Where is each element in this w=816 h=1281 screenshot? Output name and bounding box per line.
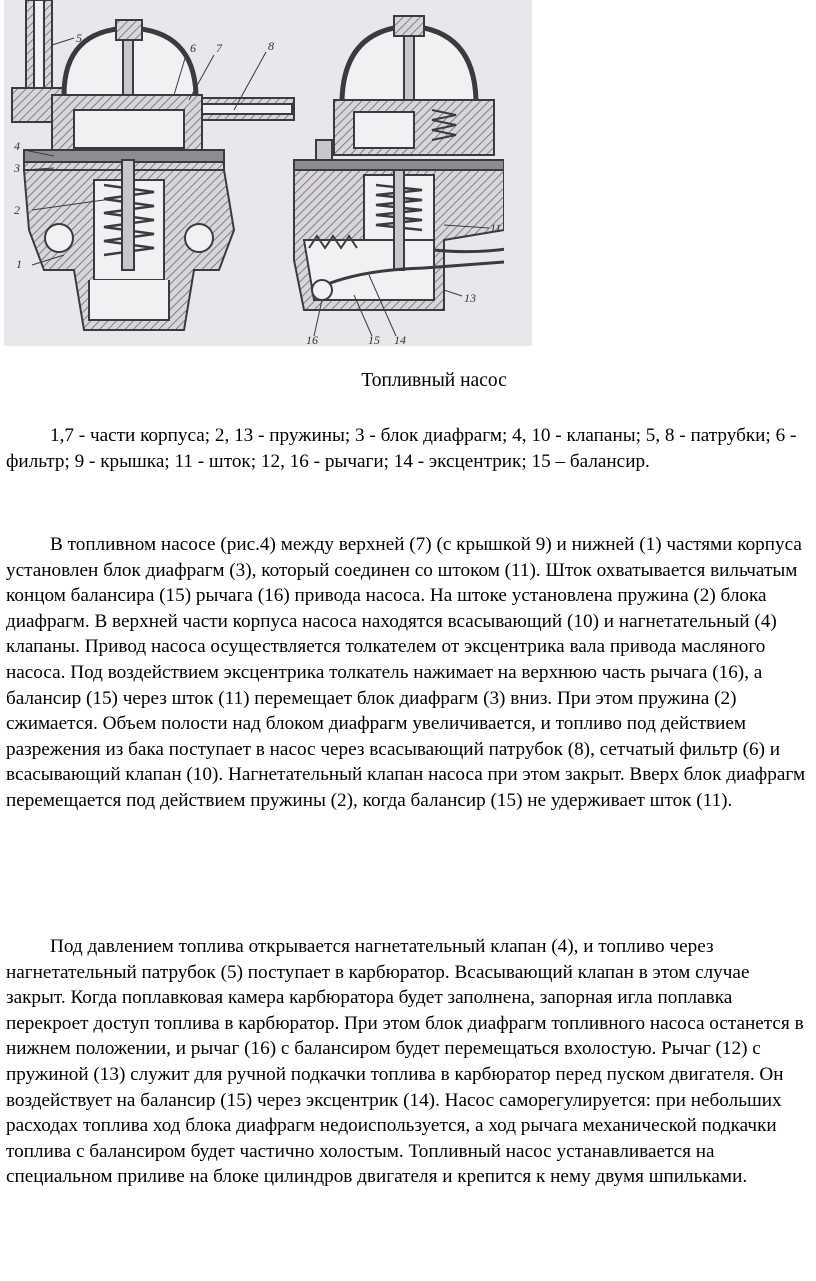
figure-label: 15 [368,333,380,346]
body-paragraph [6,532,812,814]
figure-label: 5 [76,31,82,45]
figure-label: 7 [216,41,222,55]
figure-label: 3 [14,161,20,175]
figure-label: 4 [14,139,20,153]
figure-label: 14 [394,333,406,346]
figure-label: 16 [306,333,318,346]
left-section-view [12,0,294,330]
paragraph-text: В топливном насосе (рис.4) между верхней (7) (с крышкой 9) и нижней (1) частями корпуса установлен блок диафрагм (3), который соединен со штоком (11). Шток охватывается вильчатым концом балансира (15) рычага (16) привода насоса. На штоке установлена пружина (2) блока диафрагм. В верхней части корпуса насоса находятся всасывающий (10) и нагнетательный (4) клапаны. Привод насоса осуществляется толкателем от эксцентрика вала привода масляного насоса. Под воздействием эксцентрика толкатель нажимает на верхнюю часть рычага (16), а балансир (15) через шток (11) перемещает блок диафрагм (3) вниз. При этом пружина (2) сжимается. Объем полости над блоком диафрагм увеличивается, и топливо под действием разрежения из бака поступает в насос через всасывающий патрубок (8), сетчатый фильтр (6) и всасывающий клапан (10). Нагнетательный клапан насоса при этом закрыт. Вверх блок диафрагм перемещается под действием пружины (2), когда балансир (15) не удерживает шток (11). [6,534,806,811]
legend-text: 1,7 - части корпуса; 2, 13 - пружины; 3 - блок диафрагм; 4, 10 - клапаны; 5, 8 - патрубки; 6 - фильтр; 9 - крышка; 11 - шток; 12, 16 - рычаги; 14 - эксцентрик; 15 – балансир. [6,425,797,472]
legend-paragraph [6,423,812,474]
figure-label: 6 [190,41,196,55]
paragraph-text: Под давлением топлива открывается нагнетательный клапан (4), и топливо через нагнетательный патрубок (5) поступает в карбюратор. Всасывающий клапан в этом случае закрыт. Когда поплавковая камера карбюратора будет заполнена, запорная игла поплавка перекроет доступ топлива в карбюратор. При этом блок диафрагм топливного насоса останется в нижнем положении, и рычаг (16) с балансиром будет перемещаться вхолостую. Рычаг (12) с пружиной (13) служит для ручной подкачки топлива в карбюратор перед пуском двигателя. Он воздействует на балансир (15) через эксцентрик (14). Насос саморегулируется: при небольших расходах топлива ход блока диафрагм недоиспользуется, а ход рычага механической подкачки топлива с балансиром будет частично холостым. Топливный насос устанавливается на специальном приливе на блоке цилиндров двигателя и крепится к нему двумя шпильками. [6,936,804,1188]
figure-label: 2 [14,203,20,217]
figure-label: 11 [490,221,502,235]
figure-label: 8 [268,39,274,53]
figure-label: 1 [16,257,22,271]
figure-label: 13 [464,291,476,305]
figure-caption: Топливный насос [361,370,507,391]
right-section-view [294,16,532,336]
body-paragraph [6,934,812,1190]
fuel-pump-diagram [4,0,532,346]
